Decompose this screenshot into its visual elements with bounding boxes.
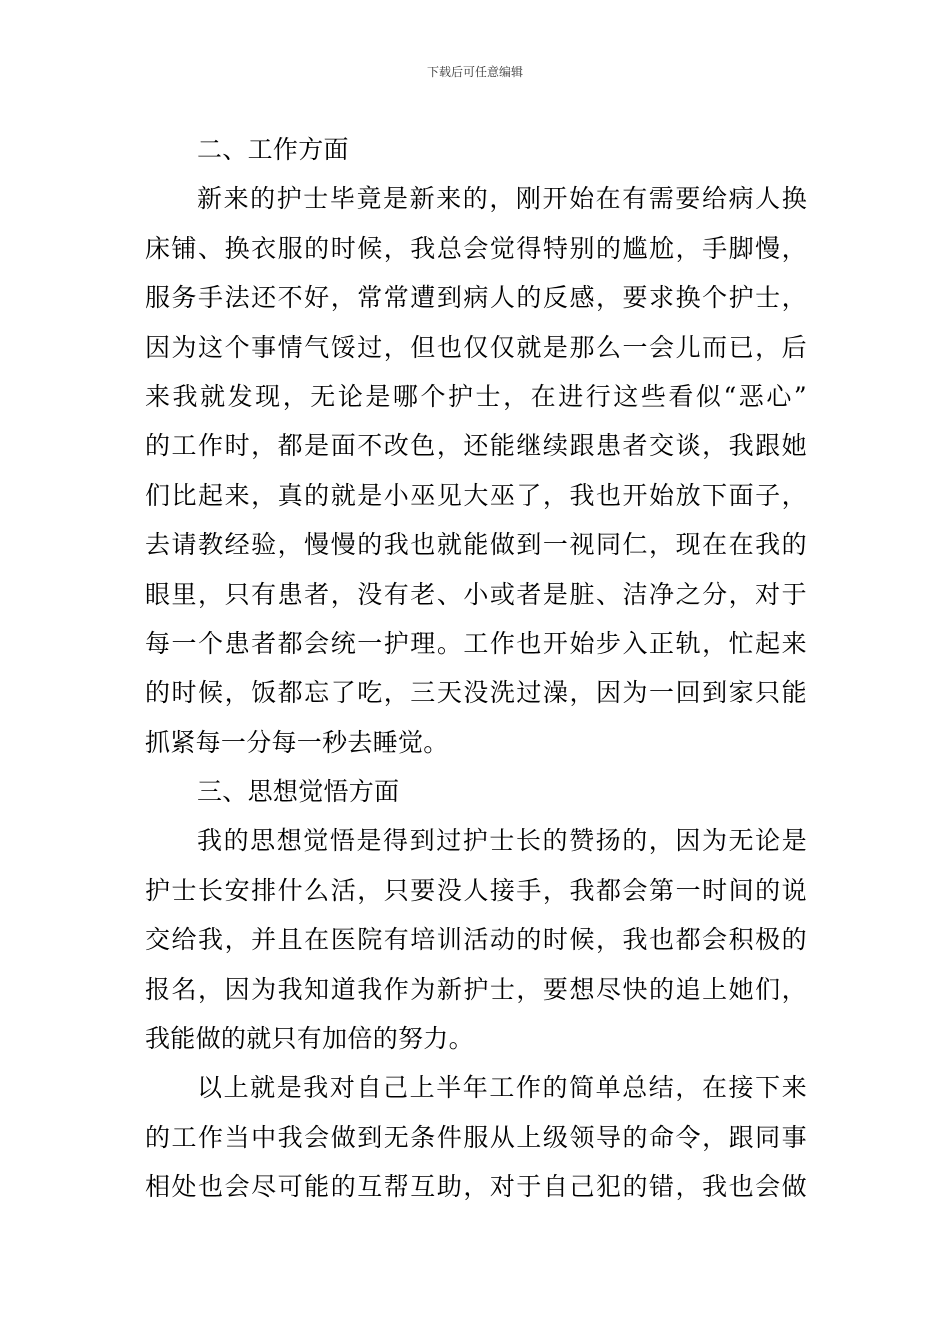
text-line: 我能做的就只有加倍的努力。: [145, 1024, 474, 1054]
text-line: 抓紧每一分每一秒去睡觉。: [145, 727, 449, 757]
text-line: 来我就发现，无论是哪个护士，在进行这些看似“恶心”: [145, 381, 807, 411]
text-line: 的工作当中我会做到无条件服从上级领导的命令，跟同事: [145, 1122, 807, 1152]
text-line: 眼里，只有患者，没有老、小或者是脏、洁净之分，对于: [145, 579, 807, 609]
text-line: 去请教经验，慢慢的我也就能做到一视同仁，现在在我的: [145, 530, 807, 560]
document-body: [145, 125, 807, 1212]
text-line: 服务手法还不好，常常遭到病人的反感，要求换个护士，: [145, 283, 807, 313]
text-line: 床铺、换衣服的时候，我总会觉得特别的尴尬，手脚慢，: [145, 233, 807, 263]
text-line: 护士长安排什么活，只要没人接手，我都会第一时间的说: [145, 875, 807, 905]
text-line: 我的思想觉悟是得到过护士长的赞扬的，因为无论是: [197, 826, 807, 856]
text-line: 交给我，并且在医院有培训活动的时候，我也都会积极的: [145, 925, 807, 955]
page-header: 下载后可任意编辑: [426, 65, 523, 79]
text-line: 相处也会尽可能的互帮互助，对于自己犯的错，我也会做: [145, 1172, 807, 1202]
text-line: 每一个患者都会统一护理。工作也开始步入正轨，忙起来: [145, 628, 807, 658]
text-line: 二、工作方面: [197, 135, 349, 164]
text-line: 新来的护士毕竟是新来的，刚开始在有需要给病人换: [197, 184, 807, 214]
text-line: 的时候，饭都忘了吃，三天没洗过澡，因为一回到家只能: [145, 678, 807, 708]
text-line: 因为这个事情气馁过，但也仅仅就是那么一会儿而已，后: [145, 332, 807, 362]
text-line: 的工作时，都是面不改色，还能继续跟患者交谈，我跟她: [145, 431, 807, 461]
text-line: 们比起来，真的就是小巫见大巫了，我也开始放下面子，: [145, 480, 807, 510]
text-line: 以上就是我对自己上半年工作的简单总结，在接下来: [197, 1073, 807, 1103]
text-line: 三、思想觉悟方面: [197, 777, 400, 807]
text-line: 报名，因为我知道我作为新护士，要想尽快的追上她们，: [145, 974, 807, 1004]
